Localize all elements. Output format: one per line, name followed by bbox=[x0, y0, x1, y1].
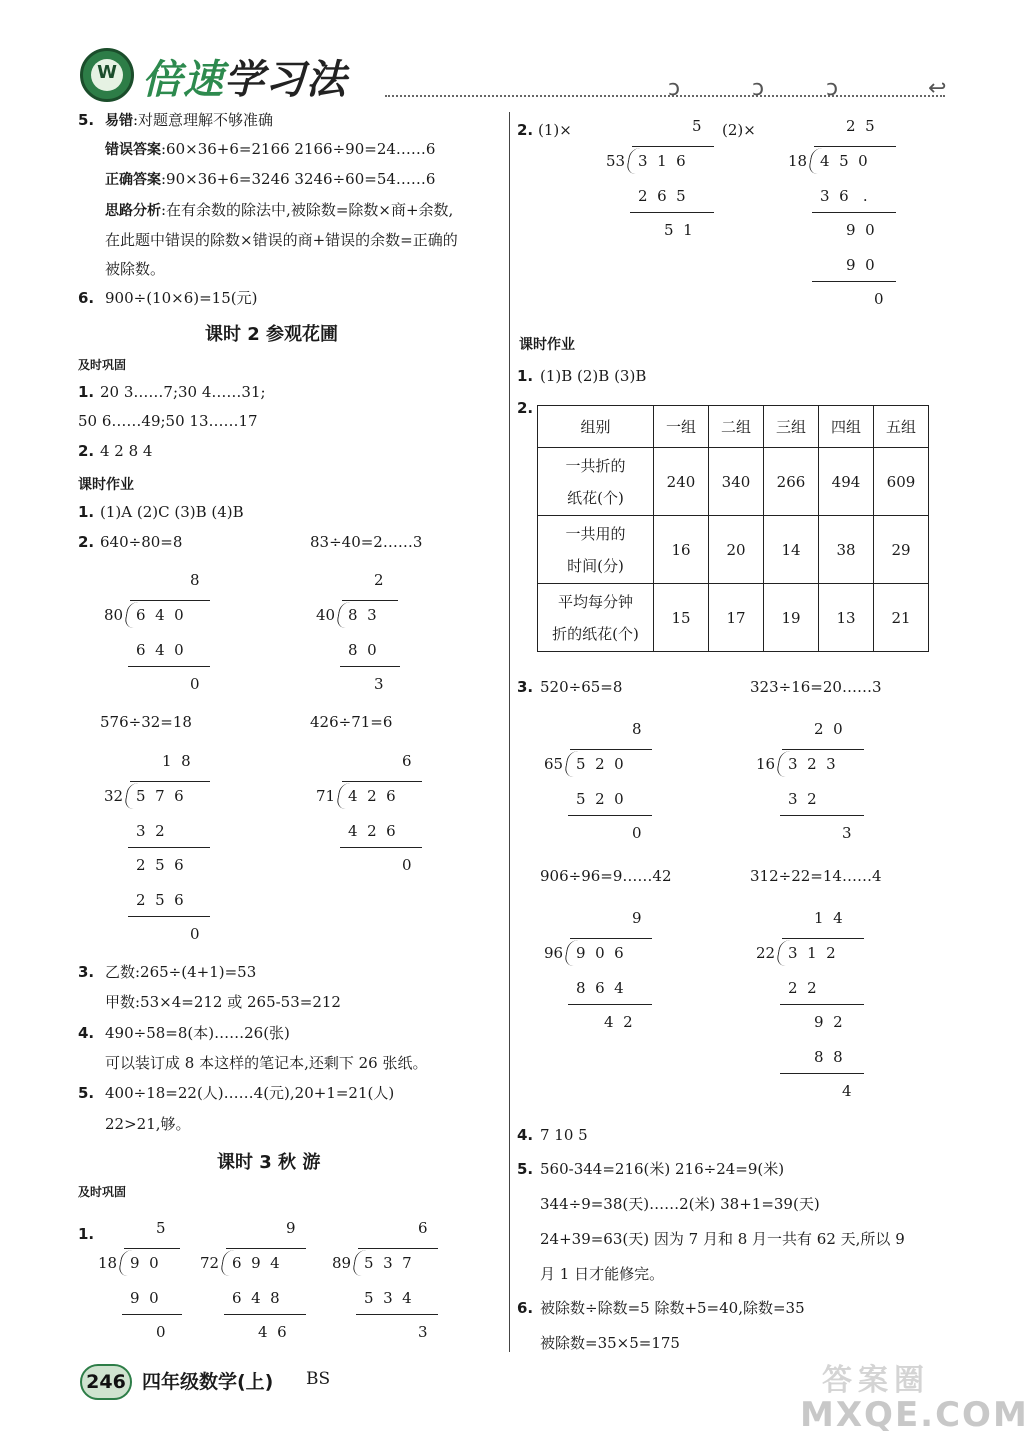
divisor: 96 bbox=[544, 944, 564, 962]
question-number: 2. bbox=[78, 442, 95, 460]
division-bar bbox=[124, 1248, 180, 1249]
table-cell: 20 bbox=[709, 516, 764, 584]
answer-line: 22>21,够。 bbox=[105, 1115, 191, 1133]
dividend: 6 4 0 bbox=[136, 606, 184, 624]
book-logo-icon bbox=[80, 48, 134, 102]
table-cell: 340 bbox=[709, 448, 764, 516]
answer-part: (2)× bbox=[722, 121, 756, 139]
question-number: 6. bbox=[78, 289, 95, 307]
answer-line: 被除数=35×5=175 bbox=[540, 1334, 680, 1352]
division-bar bbox=[226, 1248, 306, 1249]
table-row bbox=[538, 448, 929, 516]
wrong-answer bbox=[105, 139, 435, 160]
squiggle-icon: ↄ bbox=[826, 76, 839, 101]
product: 3 2 bbox=[788, 790, 817, 808]
dividend: 4 5 0 bbox=[820, 152, 868, 170]
section-homework: 课时作业 bbox=[519, 337, 575, 353]
answer-line: 400÷18=22(人)……4(元),20+1=21(人) bbox=[105, 1084, 395, 1102]
division-bar bbox=[358, 1248, 438, 1249]
answer-line: (1)A (2)C (3)B (4)B bbox=[100, 503, 244, 521]
remainder: 0 bbox=[190, 675, 200, 693]
equation: 323÷16=20……3 bbox=[750, 678, 882, 696]
table-row bbox=[538, 516, 929, 584]
table-header-cell: 组别 bbox=[538, 406, 654, 448]
table-header-cell: 一组 bbox=[654, 406, 709, 448]
equation: 312÷22=14……4 bbox=[750, 867, 882, 885]
question-number: 3. bbox=[517, 678, 534, 696]
partial-dividend: 2 5 6 bbox=[136, 856, 184, 874]
brand-part-1: 倍速 bbox=[142, 57, 224, 103]
question-number: 3. bbox=[78, 963, 95, 981]
question-number: 1. bbox=[517, 367, 534, 385]
section-consolidate: 及时巩固 bbox=[78, 358, 127, 372]
divisor: 32 bbox=[104, 787, 124, 805]
dividend: 5 2 0 bbox=[576, 755, 624, 773]
subtract-line bbox=[568, 815, 652, 816]
dividend: 3 2 3 bbox=[788, 755, 836, 773]
wrong-label: 错误答案 bbox=[105, 142, 161, 158]
divisor: 40 bbox=[316, 606, 336, 624]
quotient: 2 0 bbox=[814, 720, 843, 738]
product: 3 2 bbox=[136, 822, 165, 840]
table-cell: 14 bbox=[764, 516, 819, 584]
subtract-line bbox=[630, 212, 714, 213]
watermark-url: MXQE.COM bbox=[800, 1395, 1029, 1435]
wrong-text: :60×36+6=2166 2166÷90=24……6 bbox=[161, 140, 436, 158]
question-number: 4. bbox=[78, 1024, 95, 1042]
row-label-line: 时间(分) bbox=[567, 556, 624, 575]
squiggle-icon: ↄ bbox=[668, 76, 681, 101]
question-number: 1. bbox=[78, 1225, 95, 1243]
correct-text: :90×36+6=3246 3246÷60=54……6 bbox=[161, 170, 436, 188]
answer-line: 甲数:53×4=212 或 265-53=212 bbox=[105, 993, 341, 1011]
equation: 640÷80=8 bbox=[100, 533, 183, 551]
quotient: 5 bbox=[692, 117, 702, 135]
divisor: 18 bbox=[98, 1254, 118, 1272]
quotient: 2 bbox=[374, 571, 384, 589]
equation: 426÷71=6 bbox=[310, 713, 393, 731]
product: 9 0 bbox=[846, 256, 875, 274]
question-number: 5. bbox=[517, 1160, 534, 1178]
dividend: 5 3 7 bbox=[364, 1254, 412, 1272]
table-cell: 29 bbox=[874, 516, 929, 584]
row-label-line: 纸花(个) bbox=[567, 488, 624, 507]
subtract-line bbox=[780, 1073, 864, 1074]
question-number: 2. bbox=[517, 121, 534, 139]
table-header-cell: 四组 bbox=[819, 406, 874, 448]
dividend: 9 0 bbox=[130, 1254, 159, 1272]
product: 2 2 bbox=[788, 979, 817, 997]
product: 4 2 6 bbox=[348, 822, 396, 840]
lesson-title: 课时 2 参观花圃 bbox=[205, 324, 339, 345]
question-number: 2. bbox=[78, 533, 95, 551]
dividend: 3 1 2 bbox=[788, 944, 836, 962]
subtract-line bbox=[356, 1314, 438, 1315]
analysis-text: :在有余数的除法中,被除数=除数×商+余数, bbox=[161, 201, 454, 219]
book-title: 四年级数学(上) bbox=[142, 1371, 274, 1393]
table-cell: 609 bbox=[874, 448, 929, 516]
equation: 520÷65=8 bbox=[540, 678, 623, 696]
error-text: :对题意理解不够准确 bbox=[133, 111, 274, 129]
remainder: 3 bbox=[842, 824, 852, 842]
answer-line: 可以装订成 8 本这样的笔记本,还剩下 26 张纸。 bbox=[105, 1054, 428, 1072]
divisor: 65 bbox=[544, 755, 564, 773]
remainder: 4 bbox=[842, 1082, 852, 1100]
remainder: 4 6 bbox=[258, 1323, 287, 1341]
correct-answer bbox=[105, 169, 435, 190]
subtract-line bbox=[340, 847, 422, 848]
subtract-line bbox=[568, 1004, 652, 1005]
answer-line: 344÷9=38(天)……2(米) 38+1=39(天) bbox=[540, 1195, 820, 1213]
product: 5 3 4 bbox=[364, 1289, 412, 1307]
subtract-line bbox=[340, 666, 400, 667]
table-cell: 240 bbox=[654, 448, 709, 516]
table-cell: 15 bbox=[654, 584, 709, 652]
dividend: 5 7 6 bbox=[136, 787, 184, 805]
table-cell: 494 bbox=[819, 448, 874, 516]
table-cell: 16 bbox=[654, 516, 709, 584]
partial-dividend: 9 0 bbox=[846, 221, 875, 239]
row-label-line: 折的纸花(个) bbox=[552, 624, 639, 643]
product: 5 2 0 bbox=[576, 790, 624, 808]
division-bar bbox=[342, 600, 398, 601]
row-label-line: 一共折的 bbox=[565, 456, 626, 475]
analysis-line-2: 在此题中错误的除数×错误的商+错误的余数=正确的 bbox=[105, 231, 458, 249]
quotient: 1 8 bbox=[162, 752, 191, 770]
question-number: 6. bbox=[517, 1299, 534, 1317]
section-consolidate: 及时巩固 bbox=[78, 1185, 127, 1199]
subtract-line bbox=[780, 1004, 864, 1005]
dividend: 3 1 6 bbox=[638, 152, 686, 170]
quotient: 6 bbox=[418, 1219, 428, 1237]
error-label: 易错 bbox=[105, 113, 133, 129]
equation: 576÷32=18 bbox=[100, 713, 192, 731]
table-cell: 17 bbox=[709, 584, 764, 652]
divisor: 18 bbox=[788, 152, 808, 170]
product: 3 6 . bbox=[820, 187, 868, 205]
row-label bbox=[538, 448, 654, 516]
table-cell: 21 bbox=[874, 584, 929, 652]
product: 2 5 6 bbox=[136, 891, 184, 909]
partial-dividend: 9 2 bbox=[814, 1013, 843, 1031]
product: 8 8 bbox=[814, 1048, 843, 1066]
remainder: 0 bbox=[156, 1323, 166, 1341]
remainder: 0 bbox=[874, 290, 884, 308]
subtract-line bbox=[122, 1314, 182, 1315]
table-header-cell: 五组 bbox=[874, 406, 929, 448]
watermark-logo: 答案圈 bbox=[822, 1363, 930, 1398]
dividend: 6 9 4 bbox=[232, 1254, 280, 1272]
row-label-line: 一共用的 bbox=[565, 524, 626, 543]
remainder: 3 bbox=[374, 675, 384, 693]
division-bar bbox=[570, 749, 652, 750]
analysis-line-3: 被除数。 bbox=[105, 260, 166, 278]
page-number-badge: 246 bbox=[80, 1364, 132, 1400]
correct-label: 正确答案 bbox=[105, 172, 161, 188]
column-divider bbox=[509, 112, 510, 1352]
table-cell: 266 bbox=[764, 448, 819, 516]
divisor: 80 bbox=[104, 606, 124, 624]
quotient: 1 4 bbox=[814, 909, 843, 927]
division-bar bbox=[342, 781, 422, 782]
brand-title bbox=[142, 48, 347, 105]
answer-line: 490÷58=8(本)……26(张) bbox=[105, 1024, 290, 1042]
quotient: 8 bbox=[632, 720, 642, 738]
question-number: 2. bbox=[517, 399, 534, 417]
page-header bbox=[0, 0, 1000, 105]
remainder: 0 bbox=[402, 856, 412, 874]
subtract-line bbox=[780, 815, 864, 816]
row-label bbox=[538, 516, 654, 584]
divisor: 71 bbox=[316, 787, 336, 805]
product: 6 4 8 bbox=[232, 1289, 280, 1307]
table-cell: 13 bbox=[819, 584, 874, 652]
product: 9 0 bbox=[130, 1289, 159, 1307]
table-cell: 38 bbox=[819, 516, 874, 584]
answer-line: 560-344=216(米) 216÷24=9(米) bbox=[540, 1160, 785, 1178]
subtract-line bbox=[128, 847, 210, 848]
error-note bbox=[105, 110, 273, 131]
dividend: 4 2 6 bbox=[348, 787, 396, 805]
table-header-row bbox=[538, 406, 929, 448]
remainder: 3 bbox=[418, 1323, 428, 1341]
subtract-line bbox=[812, 281, 896, 282]
division-bar bbox=[130, 600, 210, 601]
division-bar bbox=[570, 938, 652, 939]
subtract-line bbox=[128, 916, 210, 917]
product: 2 6 5 bbox=[638, 187, 686, 205]
section-homework: 课时作业 bbox=[78, 477, 134, 493]
remainder: 0 bbox=[632, 824, 642, 842]
remainder: 4 2 bbox=[604, 1013, 633, 1031]
division-bar bbox=[814, 146, 896, 147]
header-dotted-line bbox=[385, 95, 945, 97]
dividend: 9 0 6 bbox=[576, 944, 624, 962]
answer-line: 月 1 日才能修完。 bbox=[540, 1265, 665, 1283]
division-bar bbox=[632, 146, 714, 147]
divisor: 53 bbox=[606, 152, 626, 170]
question-number: 4. bbox=[517, 1126, 534, 1144]
product: 8 0 bbox=[348, 641, 377, 659]
question-number: 1. bbox=[78, 503, 95, 521]
answer-line: 4 2 8 4 bbox=[100, 442, 153, 460]
squiggle-icon: ↄ bbox=[752, 76, 765, 101]
quotient: 9 bbox=[286, 1219, 296, 1237]
lesson-title: 课时 3 秋 游 bbox=[217, 1152, 321, 1173]
answer-line: 50 6……49;50 13……17 bbox=[78, 412, 258, 430]
analysis-line-1 bbox=[105, 200, 453, 221]
brand-part-2: 学习法 bbox=[224, 57, 347, 103]
subtract-line bbox=[128, 666, 210, 667]
subtract-line bbox=[812, 212, 896, 213]
equation: 906÷96=9……42 bbox=[540, 867, 672, 885]
table-header-cell: 三组 bbox=[764, 406, 819, 448]
equation: 83÷40=2……3 bbox=[310, 533, 423, 551]
answer-line: 乙数:265÷(4+1)=53 bbox=[105, 963, 257, 981]
curl-arrow-icon: ↩ bbox=[928, 76, 947, 101]
answer-line: (1)B (2)B (3)B bbox=[540, 367, 647, 385]
division-bar bbox=[782, 749, 864, 750]
table-header-cell: 二组 bbox=[709, 406, 764, 448]
divisor: 72 bbox=[200, 1254, 220, 1272]
question-number: 1. bbox=[78, 383, 95, 401]
table-cell: 19 bbox=[764, 584, 819, 652]
divisor: 16 bbox=[756, 755, 776, 773]
row-label bbox=[538, 584, 654, 652]
answer-line: 被除数÷除数=5 除数+5=40,除数=35 bbox=[540, 1299, 805, 1317]
table-row bbox=[538, 584, 929, 652]
quotient: 5 bbox=[156, 1219, 166, 1237]
product: 6 4 0 bbox=[136, 641, 184, 659]
remainder: 5 1 bbox=[664, 221, 693, 239]
dividend: 8 3 bbox=[348, 606, 377, 624]
analysis-label: 思路分析 bbox=[105, 203, 161, 219]
division-bar bbox=[130, 781, 210, 782]
row-label-line: 平均每分钟 bbox=[557, 592, 633, 611]
division-bar bbox=[782, 938, 864, 939]
quotient: 6 bbox=[402, 752, 412, 770]
answer-line: 7 10 5 bbox=[540, 1126, 588, 1144]
product: 8 6 4 bbox=[576, 979, 624, 997]
quotient: 8 bbox=[190, 571, 200, 589]
q6-answer: 900÷(10×6)=15(元) bbox=[105, 289, 258, 307]
answer-part: (1)× bbox=[538, 121, 572, 139]
edition-code: BS bbox=[306, 1369, 331, 1389]
question-number: 5. bbox=[78, 1084, 95, 1102]
divisor: 22 bbox=[756, 944, 776, 962]
answer-line: 20 3……7;30 4……31; bbox=[100, 383, 266, 401]
data-table bbox=[537, 405, 929, 652]
answer-line: 24+39=63(天) 因为 7 月和 8 月一共有 62 天,所以 9 bbox=[540, 1230, 905, 1248]
remainder: 0 bbox=[190, 925, 200, 943]
question-number: 5. bbox=[78, 111, 95, 129]
subtract-line bbox=[224, 1314, 306, 1315]
divisor: 89 bbox=[332, 1254, 352, 1272]
quotient: 2 5 bbox=[846, 117, 875, 135]
quotient: 9 bbox=[632, 909, 642, 927]
